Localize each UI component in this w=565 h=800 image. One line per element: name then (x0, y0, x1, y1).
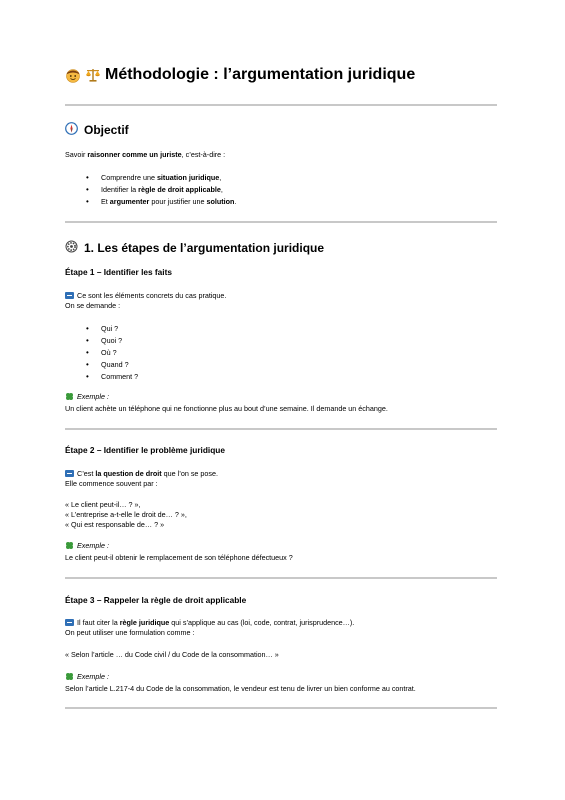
section-heading-etapes: 1. Les étapes de l’argumentation juridique (65, 240, 324, 256)
objectif-list (65, 172, 236, 208)
section-heading-objectif: Objectif (65, 122, 129, 138)
list-item: • Et argumenter pour justifier une solution. (65, 196, 236, 208)
gear-icon (65, 240, 78, 256)
scales-emoji-icon (85, 67, 101, 83)
clover-icon (65, 541, 74, 553)
clover-icon (65, 392, 74, 404)
step-3-formula: « Selon l’article … du Code civil / du Code de la consommation… » (65, 650, 279, 659)
divider (65, 221, 497, 223)
memo-icon (65, 292, 74, 299)
list-item: • Où ? (65, 347, 138, 359)
divider (65, 428, 497, 430)
divider (65, 104, 497, 106)
title-text: Méthodologie : l’argumentation juridique (105, 66, 416, 83)
step-3-heading: Étape 3 – Rappeler la règle de droit applicable (65, 595, 247, 605)
compass-icon (65, 122, 78, 138)
memo-icon (65, 470, 74, 477)
step-1-questions (65, 323, 138, 383)
list-item: • Comprendre une situation juridique, (65, 172, 236, 184)
list-item: • Comment ? (65, 371, 138, 383)
step-3-example: Exemple : Selon l’article L.217-4 du Code de la consommation, le vendeur est tenu de livrer un bien conforme au contrat. (65, 672, 416, 693)
student-emoji-icon (65, 67, 81, 83)
step-3-text: Il faut citer la règle juridique qui s’applique au cas (loi, code, contrat, jurisprudence…). On peut utiliser une formulation comme : (65, 618, 355, 637)
page-title (65, 66, 415, 84)
memo-icon (65, 619, 74, 626)
divider (65, 707, 497, 709)
step-1-example: Exemple : Un client achète un téléphone qui ne fonctionne plus au bout d’une semaine. Il demande un échange. (65, 392, 388, 413)
clover-icon (65, 672, 74, 684)
list-item: • Quoi ? (65, 335, 138, 347)
step-2-quotes: « Le client peut-il… ? », « L’entreprise a-t-elle le droit de… ? », « Qui est responsable de… ? » (65, 500, 187, 529)
step-2-example: Exemple : Le client peut-il obtenir le remplacement de son téléphone défectueux ? (65, 541, 293, 562)
step-2-text: C’est la question de droit que l’on se pose. Elle commence souvent par : (65, 469, 219, 488)
list-item: • Qui ? (65, 323, 138, 335)
step-2-heading: Étape 2 – Identifier le problème juridique (65, 445, 225, 455)
step-1-text: Ce sont les éléments concrets du cas pratique. On se demande : (65, 291, 227, 310)
list-item: • Identifier la règle de droit applicable, (65, 184, 236, 196)
objectif-intro: Savoir raisonner comme un juriste, c’est-à-dire : (65, 150, 226, 159)
divider (65, 577, 497, 579)
step-1-heading: Étape 1 – Identifier les faits (65, 267, 172, 277)
list-item: • Quand ? (65, 359, 138, 371)
